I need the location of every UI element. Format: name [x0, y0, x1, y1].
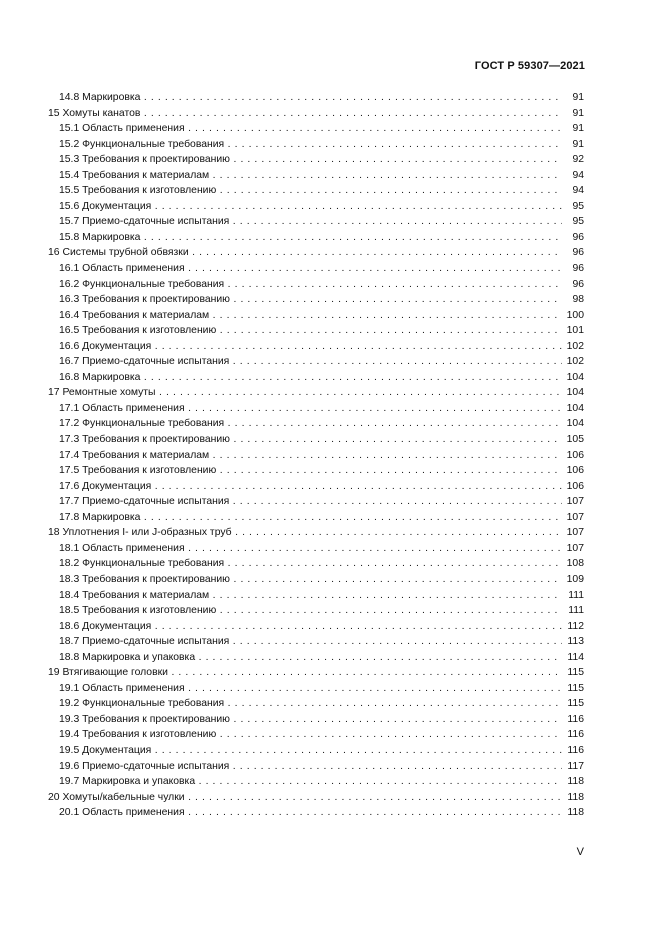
toc-entry-page: 106	[566, 463, 584, 479]
toc-entry-title: 19.7 Маркировка и упаковка . . .	[48, 774, 562, 790]
toc-entry-page: 91	[571, 106, 584, 122]
toc-entry-page: 96	[571, 277, 584, 293]
toc-entry[interactable]	[48, 712, 584, 728]
toc-entry-page: 102	[566, 354, 584, 370]
toc-entry-title: 20 Хомуты/кабельные чулки . . .	[48, 790, 562, 806]
toc-entry[interactable]	[48, 650, 584, 666]
toc-entry-page: 112	[566, 619, 584, 635]
toc-entry-title: 14.8 Маркировка . . .	[48, 90, 562, 106]
toc-entry[interactable]	[48, 168, 584, 184]
toc-entry-page: 102	[566, 339, 584, 355]
toc-entry-title: 18.1 Область применения . . .	[48, 541, 562, 557]
toc-entry-title: 16.4 Требования к материалам . . .	[48, 308, 562, 324]
toc-entry[interactable]	[48, 759, 584, 775]
toc-entry-page: 116	[566, 743, 584, 759]
toc-entry-title: 18.7 Приемо-сдаточные испытания . . .	[48, 634, 562, 650]
toc-entry[interactable]	[48, 261, 584, 277]
toc-entry[interactable]	[48, 354, 584, 370]
toc-entry-page: 106	[566, 448, 584, 464]
toc-entry[interactable]	[48, 696, 584, 712]
toc-entry[interactable]	[48, 90, 584, 106]
toc-entry-page: 96	[571, 261, 584, 277]
toc-entry-title: 16.6 Документация . . .	[48, 339, 562, 355]
toc-entry[interactable]	[48, 634, 584, 650]
toc-entry-page: 107	[566, 494, 584, 510]
toc-entry[interactable]	[48, 743, 584, 759]
toc-entry[interactable]	[48, 183, 584, 199]
toc-entry-title: 15.6 Документация . . .	[48, 199, 562, 215]
toc-entry-title: 18.3 Требования к проектированию . . .	[48, 572, 562, 588]
toc-entry-page: 107	[566, 525, 584, 541]
toc-entry[interactable]	[48, 230, 584, 246]
toc-entry-page: 104	[566, 385, 584, 401]
toc-entry-page: 92	[571, 152, 584, 168]
toc-entry-title: 18.2 Функциональные требования . . .	[48, 556, 562, 572]
toc-entry-page: 96	[571, 230, 584, 246]
toc-entry-title: 15 Хомуты канатов . . .	[48, 106, 562, 122]
toc-entry-page: 117	[566, 759, 584, 775]
toc-entry-page: 105	[566, 432, 584, 448]
toc-entry[interactable]	[48, 541, 584, 557]
toc-entry-page: 111	[567, 588, 584, 604]
toc-entry[interactable]	[48, 774, 584, 790]
toc-entry[interactable]	[48, 525, 584, 541]
toc-entry-page: 95	[571, 214, 584, 230]
toc-entry[interactable]	[48, 245, 584, 261]
document-standard-number: ГОСТ Р 59307—2021	[474, 60, 585, 72]
toc-entry-title: 16.8 Маркировка . . .	[48, 370, 562, 386]
toc-entry-title: 17.1 Область применения . . .	[48, 401, 562, 417]
toc-entry-page: 94	[571, 168, 584, 184]
toc-entry-title: 17.6 Документация . . .	[48, 479, 562, 495]
toc-entry-page: 106	[566, 479, 584, 495]
table-of-contents	[48, 90, 584, 821]
toc-entry-page: 96	[571, 245, 584, 261]
toc-entry-title: 16.2 Функциональные требования . . .	[48, 277, 562, 293]
toc-entry[interactable]	[48, 790, 584, 806]
toc-entry-page: 104	[566, 370, 584, 386]
toc-entry-title: 16.7 Приемо-сдаточные испытания . . .	[48, 354, 562, 370]
toc-entry[interactable]	[48, 323, 584, 339]
toc-entry-title: 15.8 Маркировка . . .	[48, 230, 562, 246]
toc-entry-title: 18 Уплотнения I- или J-образных труб . . .	[48, 525, 562, 541]
toc-entry[interactable]	[48, 432, 584, 448]
toc-entry-page: 100	[566, 308, 584, 324]
toc-entry-title: 18.5 Требования к изготовлению . . .	[48, 603, 562, 619]
toc-entry-page: 109	[566, 572, 584, 588]
toc-entry-title: 19.2 Функциональные требования . . .	[48, 696, 562, 712]
toc-entry-title: 15.2 Функциональные требования . . .	[48, 137, 562, 153]
toc-entry-page: 118	[566, 790, 584, 806]
toc-entry[interactable]	[48, 214, 584, 230]
toc-entry-page: 116	[566, 727, 584, 743]
toc-entry-page: 115	[566, 665, 584, 681]
toc-entry-page: 118	[566, 805, 584, 821]
toc-entry-page: 115	[566, 681, 584, 697]
toc-entry[interactable]	[48, 510, 584, 526]
toc-entry[interactable]	[48, 727, 584, 743]
toc-entry[interactable]	[48, 121, 584, 137]
toc-entry-title: 16.3 Требования к проектированию . . .	[48, 292, 562, 308]
toc-entry-page: 101	[566, 323, 584, 339]
toc-entry-page: 91	[571, 121, 584, 137]
toc-entry[interactable]	[48, 805, 584, 821]
toc-entry-title: 17.4 Требования к материалам . . .	[48, 448, 562, 464]
toc-entry-title: 18.6 Документация . . .	[48, 619, 562, 635]
toc-entry[interactable]	[48, 106, 584, 122]
toc-entry-page: 118	[566, 774, 584, 790]
toc-entry-title: 19.6 Приемо-сдаточные испытания . . .	[48, 759, 562, 775]
toc-entry-page: 104	[566, 416, 584, 432]
toc-entry-page: 104	[566, 401, 584, 417]
toc-entry-page: 94	[571, 183, 584, 199]
toc-entry[interactable]	[48, 603, 584, 619]
toc-entry[interactable]	[48, 385, 584, 401]
toc-entry-page: 95	[571, 199, 584, 215]
toc-entry-page: 108	[566, 556, 584, 572]
toc-entry[interactable]	[48, 137, 584, 153]
toc-entry-title: 19.5 Документация . . .	[48, 743, 562, 759]
toc-entry[interactable]	[48, 199, 584, 215]
toc-entry[interactable]	[48, 416, 584, 432]
toc-entry[interactable]	[48, 619, 584, 635]
toc-entry[interactable]	[48, 448, 584, 464]
toc-entry[interactable]	[48, 277, 584, 293]
toc-entry-title: 20.1 Область применения . . .	[48, 805, 562, 821]
toc-entry[interactable]	[48, 152, 584, 168]
toc-entry-title: 15.1 Область применения . . .	[48, 121, 562, 137]
toc-entry[interactable]	[48, 308, 584, 324]
toc-entry-page: 116	[566, 712, 584, 728]
toc-entry-title: 19.4 Требования к изготовлению . . .	[48, 727, 562, 743]
toc-entry-page: 107	[566, 541, 584, 557]
toc-entry-title: 16 Системы трубной обвязки . . .	[48, 245, 562, 261]
toc-entry-title: 15.3 Требования к проектированию . . .	[48, 152, 562, 168]
toc-entry-title: 17 Ремонтные хомуты . . .	[48, 385, 562, 401]
toc-entry-title: 16.1 Область применения . . .	[48, 261, 562, 277]
toc-entry[interactable]	[48, 681, 584, 697]
toc-entry-page: 113	[566, 634, 584, 650]
toc-entry-title: 19.1 Область применения . . .	[48, 681, 562, 697]
toc-entry-title: 17.3 Требования к проектированию . . .	[48, 432, 562, 448]
toc-entry-page: 107	[566, 510, 584, 526]
toc-entry[interactable]	[48, 588, 584, 604]
toc-entry-title: 19.3 Требования к проектированию . . .	[48, 712, 562, 728]
toc-entry-title: 18.4 Требования к материалам . . .	[48, 588, 562, 604]
toc-entry-title: 17.5 Требования к изготовлению . . .	[48, 463, 562, 479]
toc-entry-title: 15.4 Требования к материалам . . .	[48, 168, 562, 184]
toc-entry-title: 15.7 Приемо-сдаточные испытания . . .	[48, 214, 562, 230]
toc-entry-page: 98	[571, 292, 584, 308]
toc-entry-page: 114	[566, 650, 584, 666]
toc-entry[interactable]	[48, 339, 584, 355]
toc-entry[interactable]	[48, 572, 584, 588]
toc-entry[interactable]	[48, 370, 584, 386]
toc-entry[interactable]	[48, 479, 584, 495]
toc-entry[interactable]	[48, 556, 584, 572]
toc-entry-title: 17.7 Приемо-сдаточные испытания . . .	[48, 494, 562, 510]
toc-entry[interactable]	[48, 463, 584, 479]
toc-entry[interactable]	[48, 494, 584, 510]
toc-entry[interactable]	[48, 665, 584, 681]
toc-entry-title: 17.2 Функциональные требования . . .	[48, 416, 562, 432]
toc-entry-page: 91	[571, 137, 584, 153]
toc-entry-title: 19 Втягивающие головки . . .	[48, 665, 562, 681]
toc-entry-page: 111	[567, 603, 584, 619]
toc-entry[interactable]	[48, 401, 584, 417]
toc-entry[interactable]	[48, 292, 584, 308]
toc-entry-title: 18.8 Маркировка и упаковка . . .	[48, 650, 562, 666]
toc-entry-page: 91	[571, 90, 584, 106]
toc-entry-page: 115	[566, 696, 584, 712]
toc-entry-title: 15.5 Требования к изготовлению . . .	[48, 183, 562, 199]
page-number: V	[576, 846, 584, 858]
toc-entry-title: 17.8 Маркировка . . .	[48, 510, 562, 526]
toc-entry-title: 16.5 Требования к изготовлению . . .	[48, 323, 562, 339]
